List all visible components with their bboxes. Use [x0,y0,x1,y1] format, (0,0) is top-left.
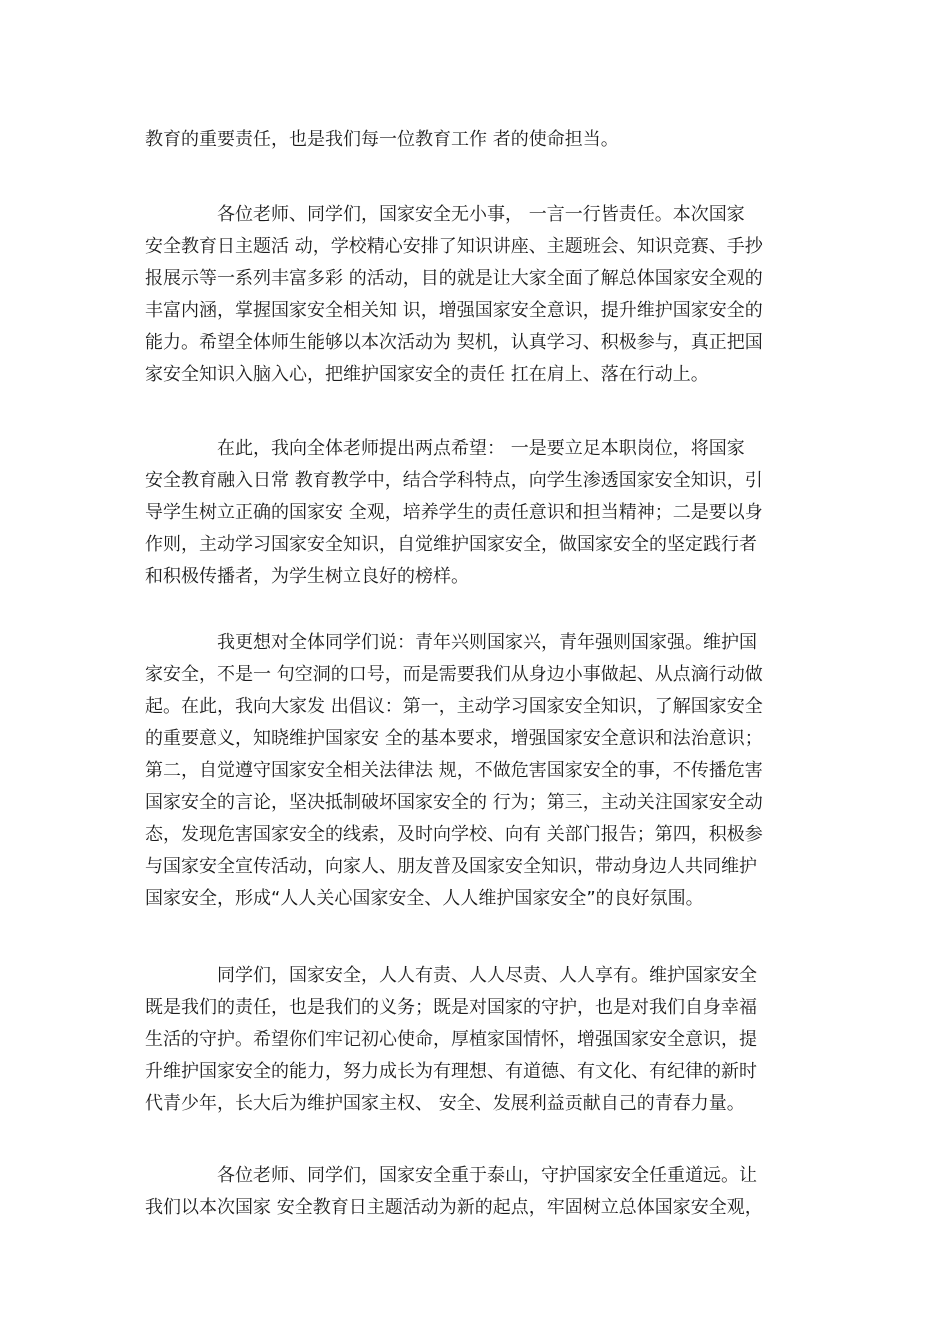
text-line: 教育的重要责任，也是我们每一位教育工作 者的使命担当。 [145,129,619,150]
text-line: 在此，我向全体老师提出两点希望： 一是要立足本职岗位，将国家 [145,438,745,459]
text-line: 安全教育融入日常 教育教学中，结合学科特点，向学生渗透国家安全知识，引 [145,470,763,491]
text-line: 同学们，国家安全，人人有责、人人尽责、人人享有。维护国家安全 [145,965,757,986]
text-line: 代青少年，长大后为维护国家主权、 安全、发展利益贡献自己的青春力量。 [145,1093,745,1114]
text-line: 作则，主动学习国家安全知识，自觉维护国家安全，做国家安全的坚定践行者 [145,534,757,555]
text-line: 既是我们的责任，也是我们的义务；既是对国家的守护，也是对我们自身幸福 [145,997,757,1018]
text-line: 起。在此，我向大家发 出倡议：第一，主动学习国家安全知识，了解国家安全 [145,696,763,717]
text-line: 升维护国家安全的能力，努力成长为有理想、有道德、有文化、有纪律的新时 [145,1061,757,1082]
text-line: 态，发现危害国家安全的线索，及时向学校、向有 关部门报告；第四，积极参 [145,824,763,845]
text-line: 能力。希望全体师生能够以本次活动为 契机，认真学习、积极参与，真正把国 [145,332,763,353]
text-line: 生活的守护。希望你们牢记初心使命，厚植家国情怀，增强国家安全意识，提 [145,1029,757,1050]
text-line: 国家安全的言论，坚决抵制破坏国家安全的 行为；第三，主动关注国家安全动 [145,792,763,813]
text-line: 家安全，不是一 句空洞的口号，而是需要我们从身边小事做起、从点滴行动做 [145,664,763,685]
text-line: 家安全知识入脑入心，把维护国家安全的责任 扛在肩上、落在行动上。 [145,364,709,385]
text-line: 丰富内涵，掌握国家安全相关知 识，增强国家安全意识，提升维护国家安全的 [145,300,763,321]
text-line: 的重要意义，知晓维护国家安 全的基本要求，增强国家安全意识和法治意识； [145,728,763,749]
text-line: 和积极传播者，为学生树立良好的榜样。 [145,566,469,587]
text-line: 我们以本次国家 安全教育日主题活动为新的起点，牢固树立总体国家安全观， [145,1197,763,1218]
text-line: 第二，自觉遵守国家安全相关法律法 规，不做危害国家安全的事，不传播危害 [145,760,763,781]
text-line: 国家安全，形成“人人关心国家安全、人人维护国家安全”的良好氛围。 [145,888,704,909]
text-line: 导学生树立正确的国家安 全观，培养学生的责任意识和担当精神；二是要以身 [145,502,763,523]
text-line: 与国家安全宣传活动，向家人、朋友普及国家安全知识，带动身边人共同维护 [145,856,757,877]
text-line: 各位老师、同学们，国家安全重于泰山，守护国家安全任重道远。让 [145,1165,757,1186]
text-line: 我更想对全体同学们说：青年兴则国家兴，青年强则国家强。维护国 [145,632,757,653]
text-line: 各位老师、同学们，国家安全无小事， 一言一行皆责任。本次国家 [145,204,745,225]
text-line: 报展示等一系列丰富多彩 的活动，目的就是让大家全面了解总体国家安全观的 [145,268,763,289]
text-line: 安全教育日主题活 动，学校精心安排了知识讲座、主题班会、知识竞赛、手抄 [145,236,763,257]
